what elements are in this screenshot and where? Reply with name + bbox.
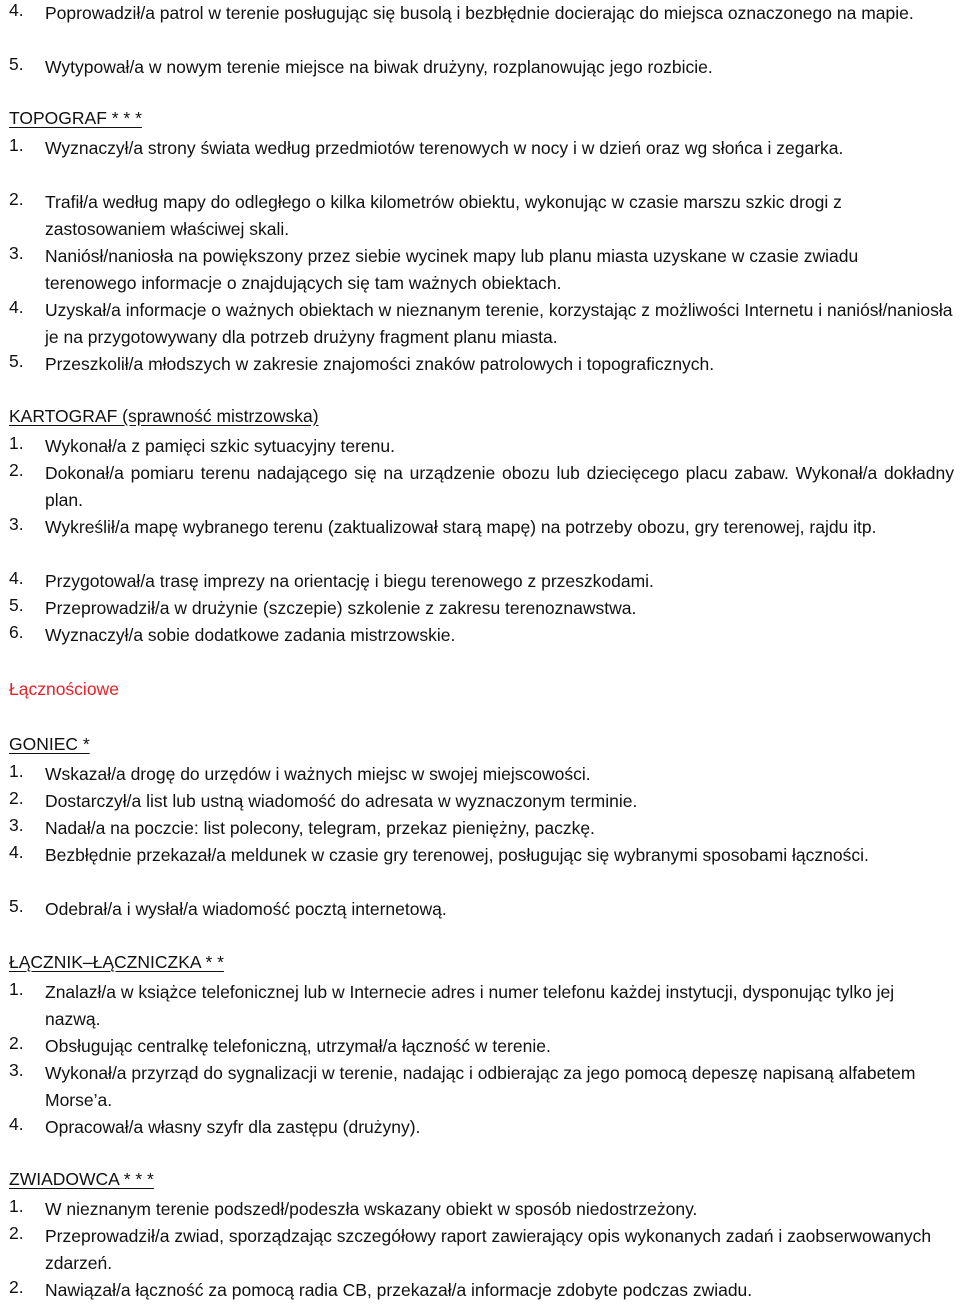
item-number: 6. <box>9 622 24 642</box>
section-heading-zwiadowca: ZWIADOWCA * * * <box>9 1169 154 1189</box>
item-number: 4. <box>9 568 24 588</box>
section-heading-kartograf: KARTOGRAF (sprawność mistrzowska) <box>9 406 319 426</box>
item-text: Poprowadził/a patrol w terenie posługując się busolą i bezbłędnie docierając do miejsca oznaczonego na mapie. <box>45 3 914 23</box>
item-text: Przeszkolił/a młodszych w zakresie znajomości znaków patrolowych i topograficznych. <box>45 354 715 374</box>
item-text: Uzyskał/a informacje o ważnych obiektach w nieznanym terenie, korzystając z możliwości Internetu i naniósł/naniosła je na przygotowywany dla potrzeb drużyny fragment planu miasta. <box>45 300 953 347</box>
section-heading-goniec: GONIEC * <box>9 734 90 754</box>
item-text: Wyznaczył/a strony świata według przedmiotów terenowych w nocy i w dzień oraz wg słońca i zegarka. <box>45 138 844 158</box>
list-item <box>9 351 954 378</box>
item-number: 5. <box>9 896 24 916</box>
item-number: 3. <box>9 1060 24 1080</box>
item-number: 3. <box>9 243 24 263</box>
item-number: 5. <box>9 351 24 371</box>
category-heading: Łącznościowe <box>9 679 119 699</box>
item-text: Przeprowadził/a zwiad, sporządzając szczegółowy raport zawierający opis wykonanych zadań i zaobserwowanych zdarzeń. <box>45 1226 932 1273</box>
list-item <box>9 595 954 622</box>
item-number: 4. <box>9 0 24 20</box>
item-text: Przygotował/a trasę imprezy na orientację i biegu terenowego z przeszkodami. <box>45 571 654 591</box>
item-text: Wytypował/a w nowym terenie miejsce na biwak drużyny, rozplanowując jego rozbicie. <box>45 57 713 77</box>
item-number: 4. <box>9 297 24 317</box>
list-item <box>9 0 954 27</box>
item-number: 4. <box>9 842 24 862</box>
item-number: 4. <box>9 1114 24 1134</box>
item-text: Dostarczył/a list lub ustną wiadomość do adresata w wyznaczonym terminie. <box>45 791 638 811</box>
item-number: 1. <box>9 761 24 781</box>
list-item <box>9 1114 954 1141</box>
list-item <box>9 514 954 541</box>
item-number: 5. <box>9 595 24 615</box>
list-item <box>9 189 954 243</box>
list-item <box>9 243 954 297</box>
item-text: Dokonał/a pomiaru terenu nadającego się na urządzenie obozu lub dziecięcego placu zabaw. Wykonał/a dokładny plan. <box>45 463 954 510</box>
item-number: 2. <box>9 189 24 209</box>
list-item <box>9 979 954 1033</box>
item-text: Wykreślił/a mapę wybranego terenu (zaktualizował starą mapę) na potrzeby obozu, gry terenowej, rajdu itp. <box>45 517 877 537</box>
item-number: 1. <box>9 979 24 999</box>
item-text: W nieznanym terenie podszedł/podeszła wskazany obiekt w sposób niedostrzeżony. <box>45 1199 698 1219</box>
item-number: 2. <box>9 460 24 480</box>
item-text: Wskazał/a drogę do urzędów i ważnych miejsc w swojej miejscowości. <box>45 764 591 784</box>
item-text: Naniósł/naniosła na powiększony przez siebie wycinek mapy lub planu miasta uzyskane w czasie zwiadu terenowego informacje o znajdujących się tam ważnych obiektach. <box>45 246 859 293</box>
item-number: 1. <box>9 135 24 155</box>
item-number: 2. <box>9 1223 24 1243</box>
item-text: Wyznaczył/a sobie dodatkowe zadania mistrzowskie. <box>45 625 456 645</box>
item-number: 3. <box>9 815 24 835</box>
list-item <box>9 761 954 788</box>
item-text: Wykonał/a przyrząd do sygnalizacji w terenie, nadając i odbierając za jego pomocą depeszę napisaną alfabetem Morse’a. <box>45 1063 916 1110</box>
section-heading-lacznik: ŁĄCZNIK–ŁĄCZNICZKA * * <box>9 952 224 972</box>
list-item <box>9 842 954 869</box>
item-text: Wykonał/a z pamięci szkic sytuacyjny terenu. <box>45 436 395 456</box>
list-item <box>9 1277 954 1304</box>
list-item <box>9 1223 954 1277</box>
item-text: Przeprowadził/a w drużynie (szczepie) szkolenie z zakresu terenoznawstwa. <box>45 598 637 618</box>
item-text: Znalazł/a w książce telefonicznej lub w Internecie adres i numer telefonu każdej instytucji, dysponując tylko jej nazwą. <box>45 982 895 1029</box>
item-text: Nawiązał/a łączność za pomocą radia CB, przekazał/a informacje zdobyte podczas zwiadu. <box>45 1280 753 1300</box>
list-item <box>9 54 954 81</box>
item-text: Trafił/a według mapy do odległego o kilka kilometrów obiektu, wykonując w czasie marszu szkic drogi z zastosowaniem właściwej skali. <box>45 192 842 239</box>
item-number: 2. <box>9 1033 24 1053</box>
section-heading-topograf: TOPOGRAF * * * <box>9 108 142 128</box>
list-item <box>9 896 954 923</box>
list-item <box>9 1033 954 1060</box>
list-item <box>9 1196 954 1223</box>
list-item <box>9 788 954 815</box>
item-text: Odebrał/a i wysłał/a wiadomość pocztą internetową. <box>45 899 447 919</box>
list-item <box>9 460 954 514</box>
item-number: 1. <box>9 1196 24 1216</box>
list-item <box>9 297 954 351</box>
list-item <box>9 815 954 842</box>
item-text: Opracował/a własny szyfr dla zastępu (drużyny). <box>45 1117 421 1137</box>
item-number: 1. <box>9 433 24 453</box>
list-item <box>9 1060 954 1114</box>
list-item <box>9 433 954 460</box>
item-number: 2. <box>9 788 24 808</box>
item-text: Bezbłędnie przekazał/a meldunek w czasie gry terenowej, posługując się wybranymi sposobami łączności. <box>45 845 869 865</box>
item-text: Obsługując centralkę telefoniczną, utrzymał/a łączność w terenie. <box>45 1036 551 1056</box>
item-text: Nadał/a na poczcie: list polecony, telegram, przekaz pieniężny, paczkę. <box>45 818 595 838</box>
item-number: 5. <box>9 54 24 74</box>
list-item <box>9 568 954 595</box>
list-item <box>9 622 954 649</box>
list-item <box>9 135 954 162</box>
item-number: 2. <box>9 1277 24 1297</box>
item-number: 3. <box>9 514 24 534</box>
